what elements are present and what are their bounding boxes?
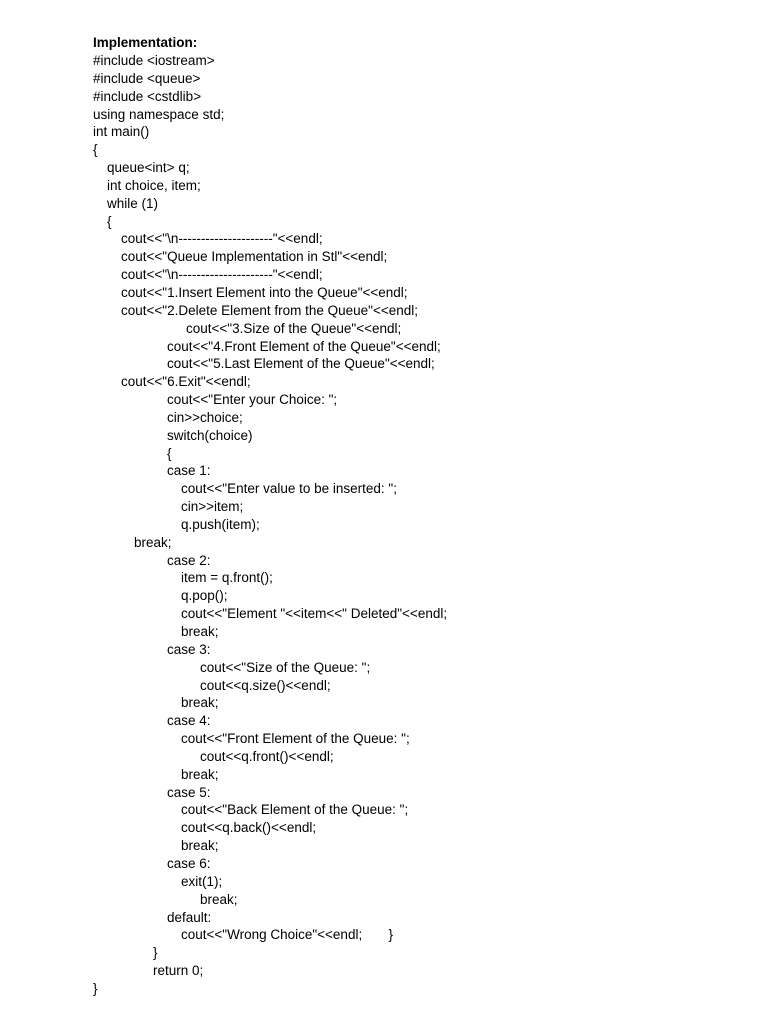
code-line: cout<<"2.Delete Element from the Queue"<<endl; — [121, 302, 419, 318]
code-line: cin>>choice; — [167, 409, 243, 425]
code-line: case 1: — [167, 463, 211, 479]
code-line: { — [93, 142, 98, 158]
code-line: cout<<"\n---------------------"<<endl; — [121, 231, 323, 247]
code-line: queue<int> q; — [107, 160, 190, 176]
code-line: q.push(item); — [181, 516, 260, 532]
code-line: cout<<"Back Element of the Queue: "; — [181, 802, 409, 818]
code-line: case 6: — [167, 855, 211, 871]
code-line: int choice, item; — [107, 177, 201, 193]
code-line: cin>>item; — [181, 499, 244, 515]
code-line: cout<<"4.Front Element of the Queue"<<endl; — [167, 338, 441, 354]
code-line: cout<<"6.Exit"<<endl; — [121, 374, 251, 390]
code-line: cout<<"Element "<<item<<" Deleted"<<endl; — [181, 606, 448, 622]
code-listing — [93, 52, 753, 998]
code-line: case 2: — [167, 552, 211, 568]
code-line: #include <queue> — [93, 70, 201, 86]
code-line: break; — [181, 624, 219, 639]
section-heading: Implementation: — [93, 35, 198, 50]
code-line: cout<<"Front Element of the Queue: "; — [181, 731, 410, 747]
code-line: switch(choice) — [167, 427, 253, 443]
code-line: case 3: — [167, 641, 211, 657]
code-line: break; — [181, 838, 219, 854]
code-line: #include <cstdlib> — [93, 88, 202, 104]
code-line: cout<<"Size of the Queue: "; — [200, 659, 371, 675]
code-line: { — [107, 213, 112, 229]
code-line: case 4: — [167, 713, 211, 729]
code-line: item = q.front(); — [181, 570, 273, 586]
code-line: int main() — [93, 124, 150, 140]
code-line: while (1) — [107, 195, 159, 211]
code-line: break; — [181, 695, 219, 711]
code-line: break; — [200, 891, 238, 907]
code-line: cout<<q.front()<<endl; — [200, 748, 334, 764]
code-line: return 0; — [153, 963, 204, 979]
code-line: cout<<"1.Insert Element into the Queue"<<endl; — [121, 284, 408, 300]
code-line: default: — [167, 909, 212, 925]
code-line: break; — [134, 534, 172, 550]
code-line: } — [93, 980, 98, 996]
code-line: cout<<"Queue Implementation in Stl"<<endl; — [121, 249, 388, 265]
code-line: cout<<"Enter your Choice: "; — [167, 392, 338, 408]
code-line: cout<<"3.Size of the Queue"<<endl; — [186, 320, 402, 336]
code-line: cout<<"Wrong Choice"<<endl; } — [181, 927, 393, 943]
code-line: } — [153, 945, 158, 961]
code-line: using namespace std; — [93, 106, 225, 122]
code-line: cout<<q.back()<<endl; — [181, 820, 317, 836]
code-line: { — [167, 445, 172, 461]
code-line: exit(1); — [181, 873, 223, 889]
code-line: case 5: — [167, 784, 211, 800]
code-line: cout<<"Enter value to be inserted: "; — [181, 481, 397, 497]
code-line: q.pop(); — [181, 588, 228, 604]
code-line: cout<<"5.Last Element of the Queue"<<endl; — [167, 356, 435, 372]
code-line: #include <iostream> — [93, 53, 215, 68]
code-line: cout<<q.size()<<endl; — [200, 677, 331, 693]
code-line: cout<<"\n---------------------"<<endl; — [121, 267, 323, 283]
code-line: break; — [181, 766, 219, 782]
